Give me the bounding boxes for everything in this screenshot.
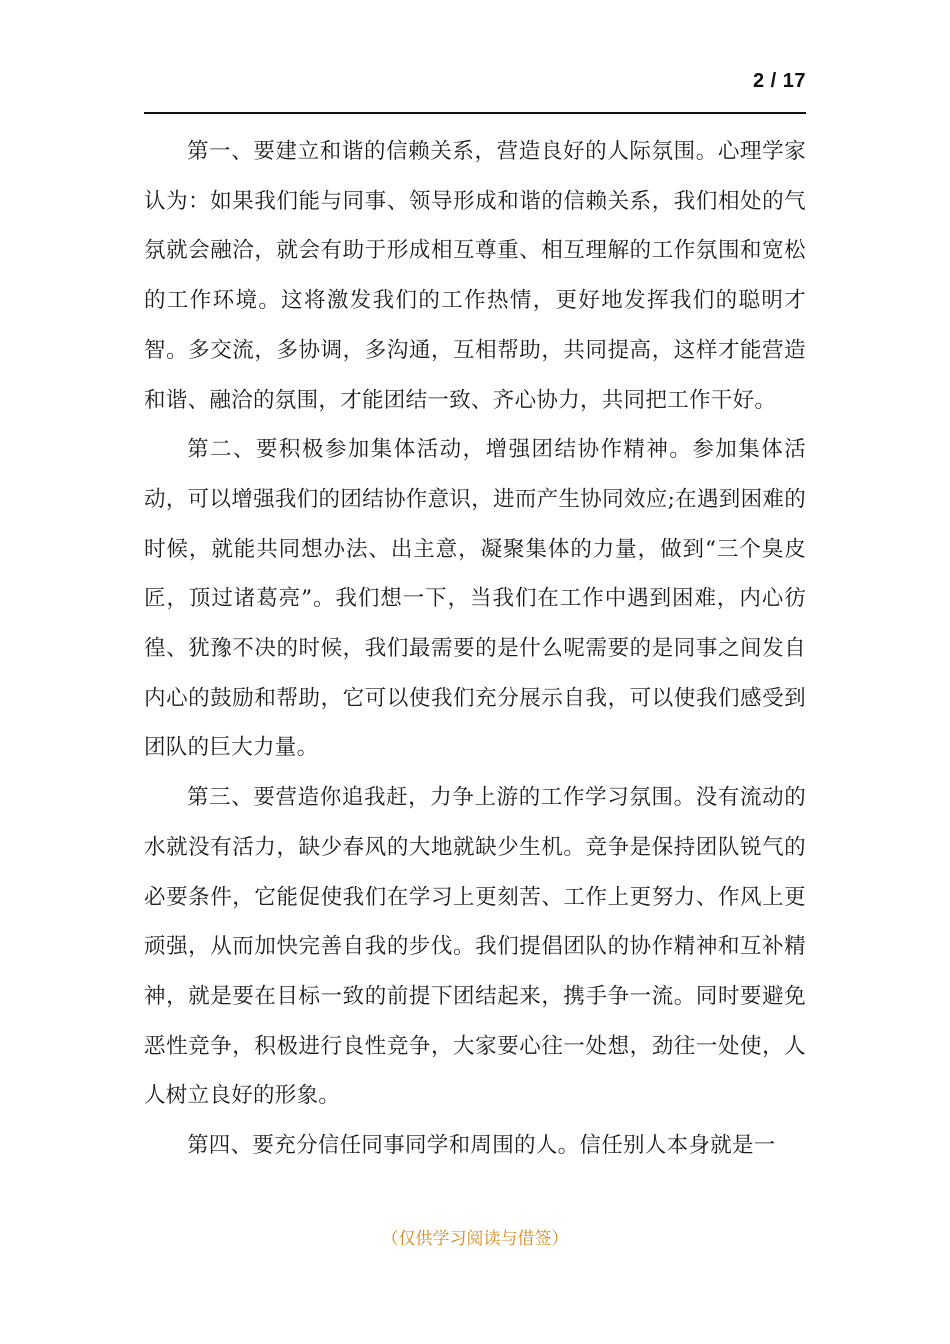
paragraph-3: 第三、要营造你追我赶，力争上游的工作学习氛围。没有流动的水就没有活力，缺少春风的大地就缺少生机。竞争是保持团队锐气的必要条件，它能促使我们在学习上更刻苦、工作上更努力、作风上更顽强，从而加快完善自我的步伐。我们提倡团队的协作精神和互补精神，就是要在目标一致的前提下团结起来，携手争一流。同时要避免恶性竞争，积极进行良性竞争，大家要心往一处想，劲往一处使，人人树立良好的形象。 [144, 785, 806, 1109]
page-number: 2 / 17 [752, 70, 806, 92]
paragraph-2: 第二、要积极参加集体活动，增强团结协作精神。参加集体活动，可以增强我们的团结协作意识，进而产生协同效应;在遇到困难的时候，就能共同想办法、出主意，凝聚集体的力量，做到“三个臭皮匠，顶过诸葛亮”。我们想一下，当我们在工作中遇到困难，内心彷徨、犹豫不决的时候，我们最需要的是什么呢需要的是同事之间发自内心的鼓励和帮助，它可以使我们充分展示自我，可以使我们感受到团队的巨大力量。 [144, 437, 806, 761]
paragraph-4: 第四、要充分信任同事同学和周围的人。信任别人本身就是一 [187, 1133, 776, 1159]
header-divider [144, 112, 806, 114]
paragraph-1: 第一、要建立和谐的信赖关系，营造良好的人际氛围。心理学家认为：如果我们能与同事、领导形成和谐的信赖关系，我们相处的气氛就会融洽，就会有助于形成相互尊重、相互理解的工作氛围和宽松的工作环境。这将激发我们的工作热情，更好地发挥我们的聪明才智。多交流，多协调，多沟通，互相帮助，共同提高，这样才能营造和谐、融洽的氛围，才能团结一致、齐心协力，共同把工作干好。 [144, 139, 806, 413]
document-body [144, 127, 806, 1171]
footer-disclaimer: （仅供学习阅读与借签） [381, 1229, 569, 1249]
